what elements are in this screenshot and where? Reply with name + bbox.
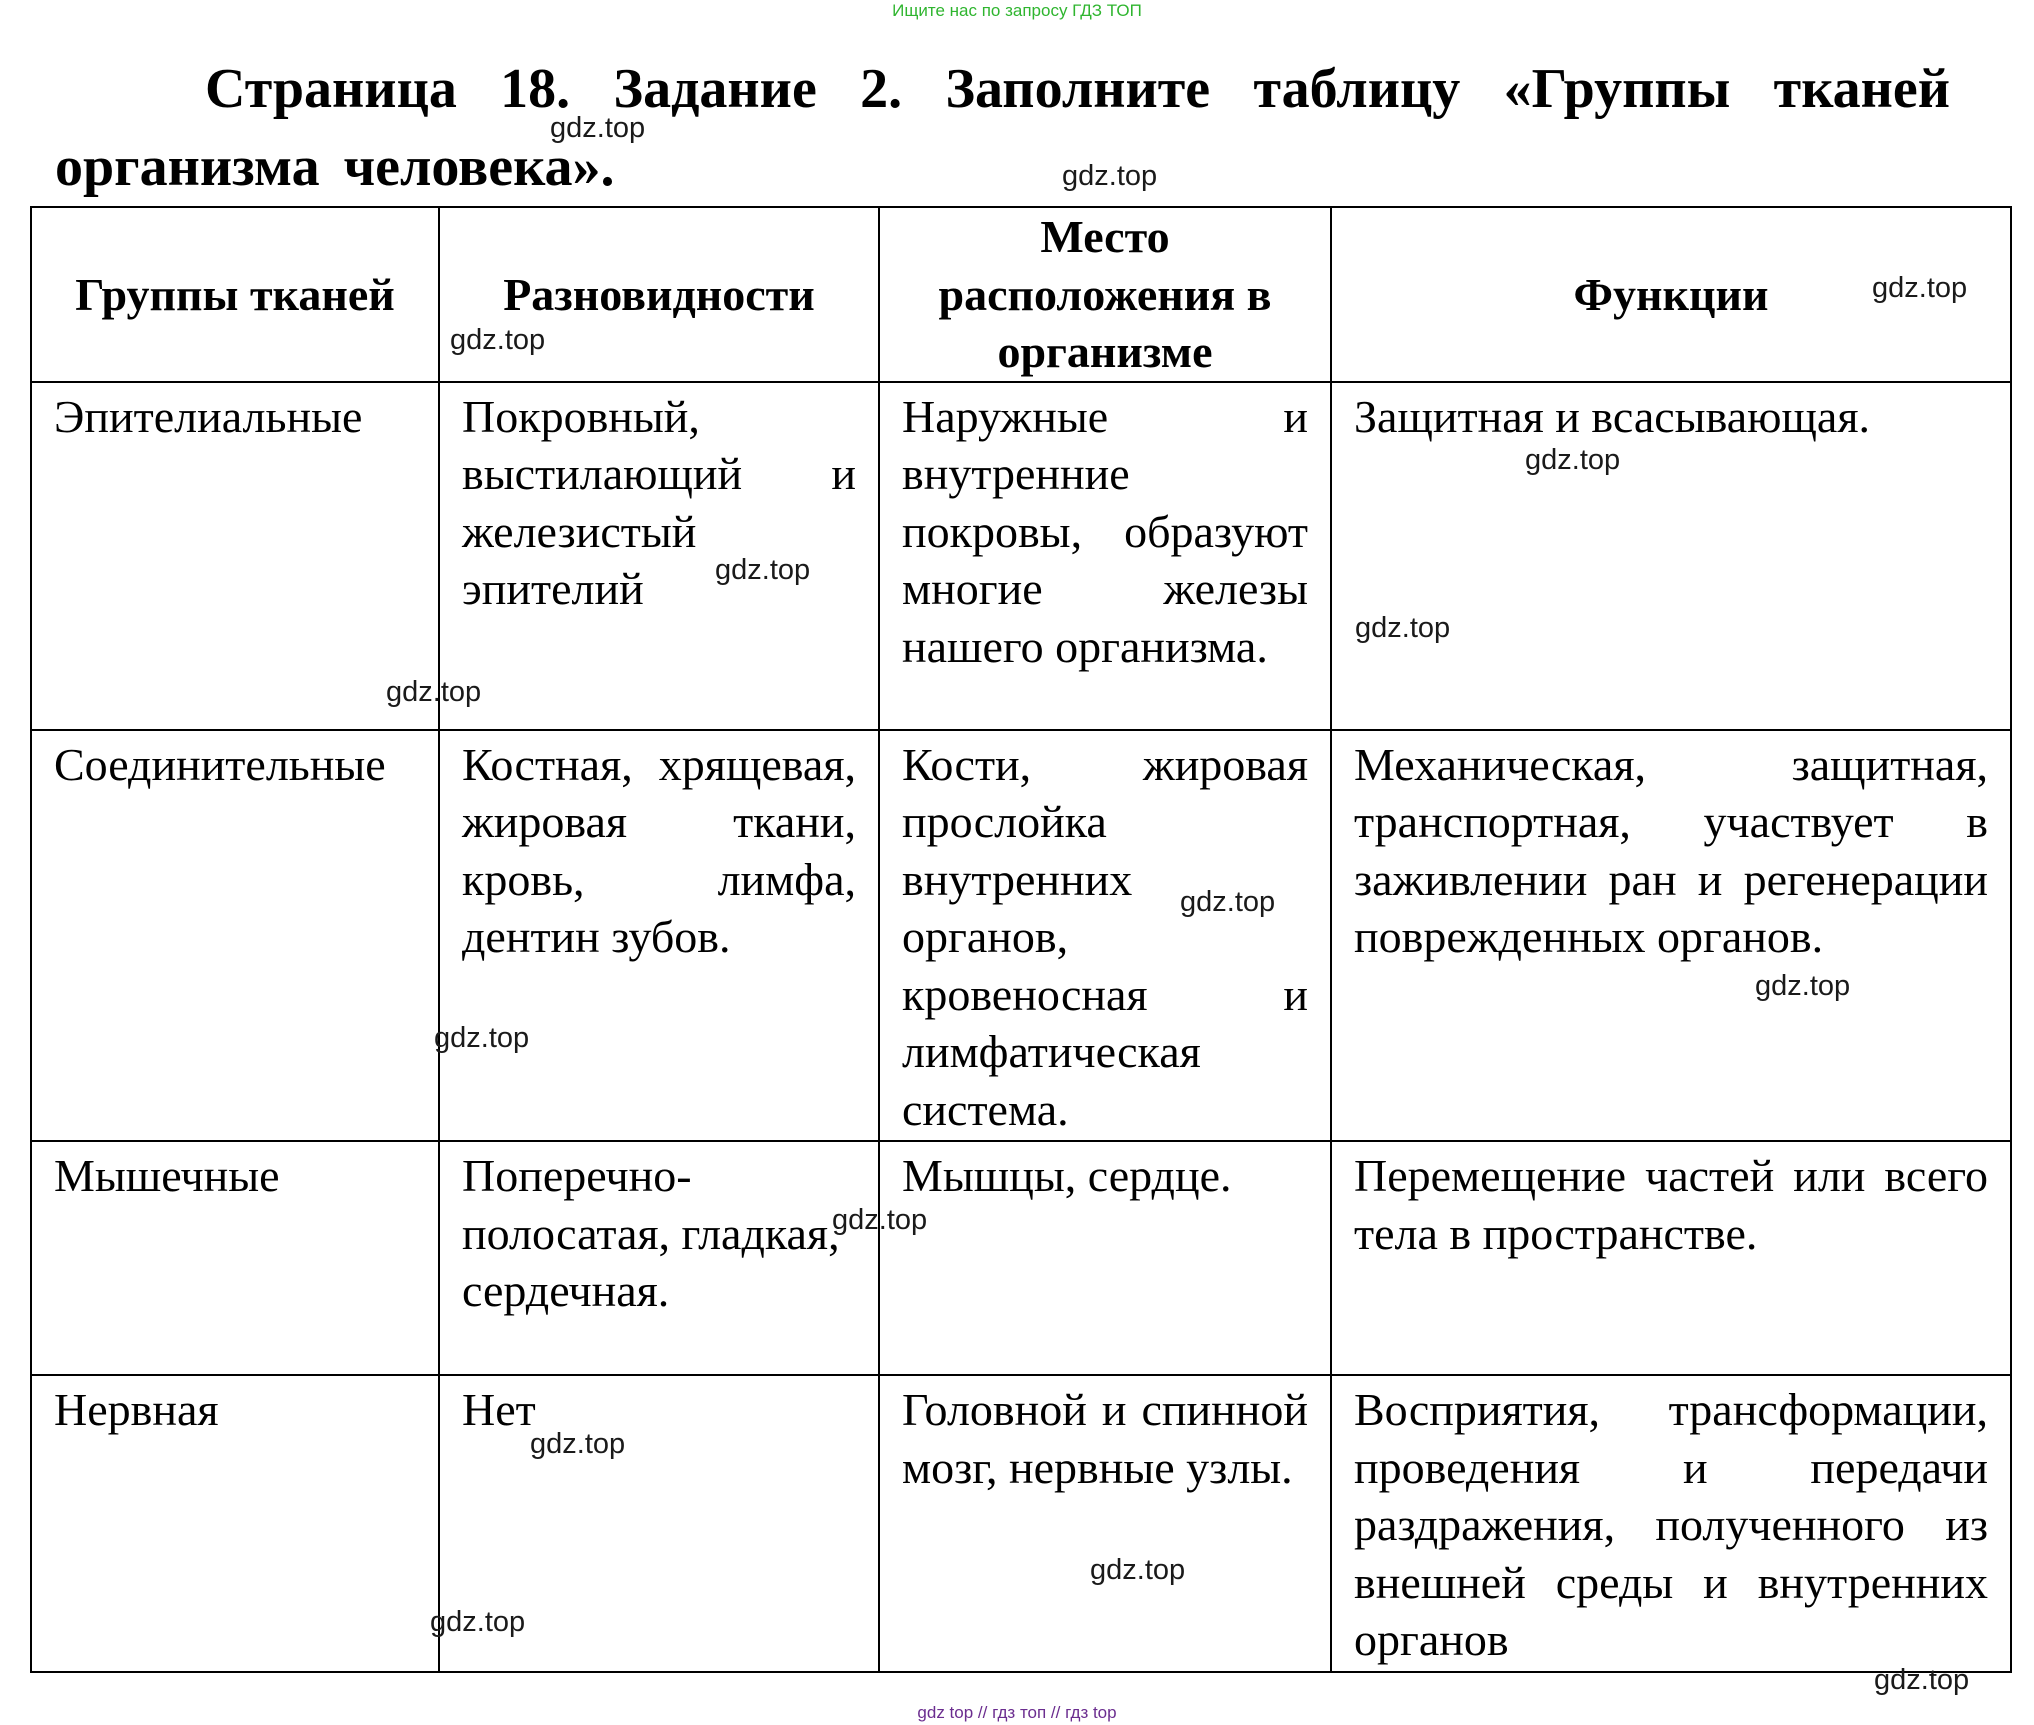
cell-functions: Защитная и всасывающая. — [1331, 382, 2011, 730]
tissue-groups-table — [30, 206, 2012, 1673]
watermark: gdz.top — [1180, 886, 1276, 918]
cell-location: Мышцы, сердце. — [879, 1141, 1331, 1375]
table-row — [31, 382, 2011, 730]
cell-types: Покровный, выстилающий и железистый эпителий — [439, 382, 879, 730]
table-row — [31, 1141, 2011, 1375]
cell-types: Поперечно-полосатая, гладкая, сердечная. — [439, 1141, 879, 1375]
table-header-row — [31, 207, 2011, 382]
cell-group: Нервная — [31, 1375, 439, 1672]
cell-functions: Механическая, защитная, транспортная, участвует в заживлении ран и регенерации поврежденных органов. — [1331, 730, 2011, 1142]
cell-functions: Перемещение частей или всего тела в пространстве. — [1331, 1141, 2011, 1375]
watermark: gdz.top — [832, 1204, 928, 1236]
cell-location: Наружные и внутренние покровы, образуют многие железы нашего организма. — [879, 382, 1331, 730]
cell-location: Головной и спинной мозг, нервные узлы. — [879, 1375, 1331, 1672]
cell-group: Эпителиальные — [31, 382, 439, 730]
cell-group: Мышечные — [31, 1141, 439, 1375]
watermark: gdz.top — [1872, 272, 1968, 304]
header-groups: Группы тканей — [31, 207, 439, 382]
bottom-banner: gdz top // гдз топ // гдз top — [917, 1703, 1117, 1722]
cell-location: Кости, жировая прослойка внутренних органов, кровеносная и лимфатическая система. — [879, 730, 1331, 1142]
watermark: gdz.top — [1062, 160, 1158, 192]
cell-types: Костная, хрящевая, жировая ткани, кровь, лимфа, дентин зубов. — [439, 730, 879, 1142]
watermark: gdz.top — [550, 112, 646, 144]
cell-group: Соединительные — [31, 730, 439, 1142]
watermark: gdz.top — [386, 676, 482, 708]
watermark: gdz.top — [1874, 1664, 1970, 1696]
table-row — [31, 1375, 2011, 1672]
top-banner: Ищите нас по запросу ГДЗ ТОП — [892, 1, 1142, 20]
page-title: Страница 18. Задание 2. Заполните таблицу «Группы тканей организма человека». — [55, 58, 1950, 198]
watermark: gdz.top — [1755, 970, 1851, 1002]
watermark: gdz.top — [430, 1606, 526, 1638]
watermark: gdz.top — [530, 1428, 626, 1460]
watermark: gdz.top — [450, 324, 546, 356]
watermark: gdz.top — [1355, 612, 1451, 644]
watermark: gdz.top — [715, 554, 811, 586]
cell-functions: Восприятия, трансформации, проведения и передачи раздражения, полученного из внешней среды и внутренних органов — [1331, 1375, 2011, 1672]
header-types: Разновидности — [439, 207, 879, 382]
watermark: gdz.top — [1090, 1554, 1186, 1586]
table-row — [31, 730, 2011, 1142]
header-location: Место расположения в организме — [879, 207, 1331, 382]
watermark: gdz.top — [434, 1022, 530, 1054]
watermark: gdz.top — [1525, 444, 1621, 476]
header-functions: Функции — [1331, 207, 2011, 382]
cell-types: Нет — [439, 1375, 879, 1672]
